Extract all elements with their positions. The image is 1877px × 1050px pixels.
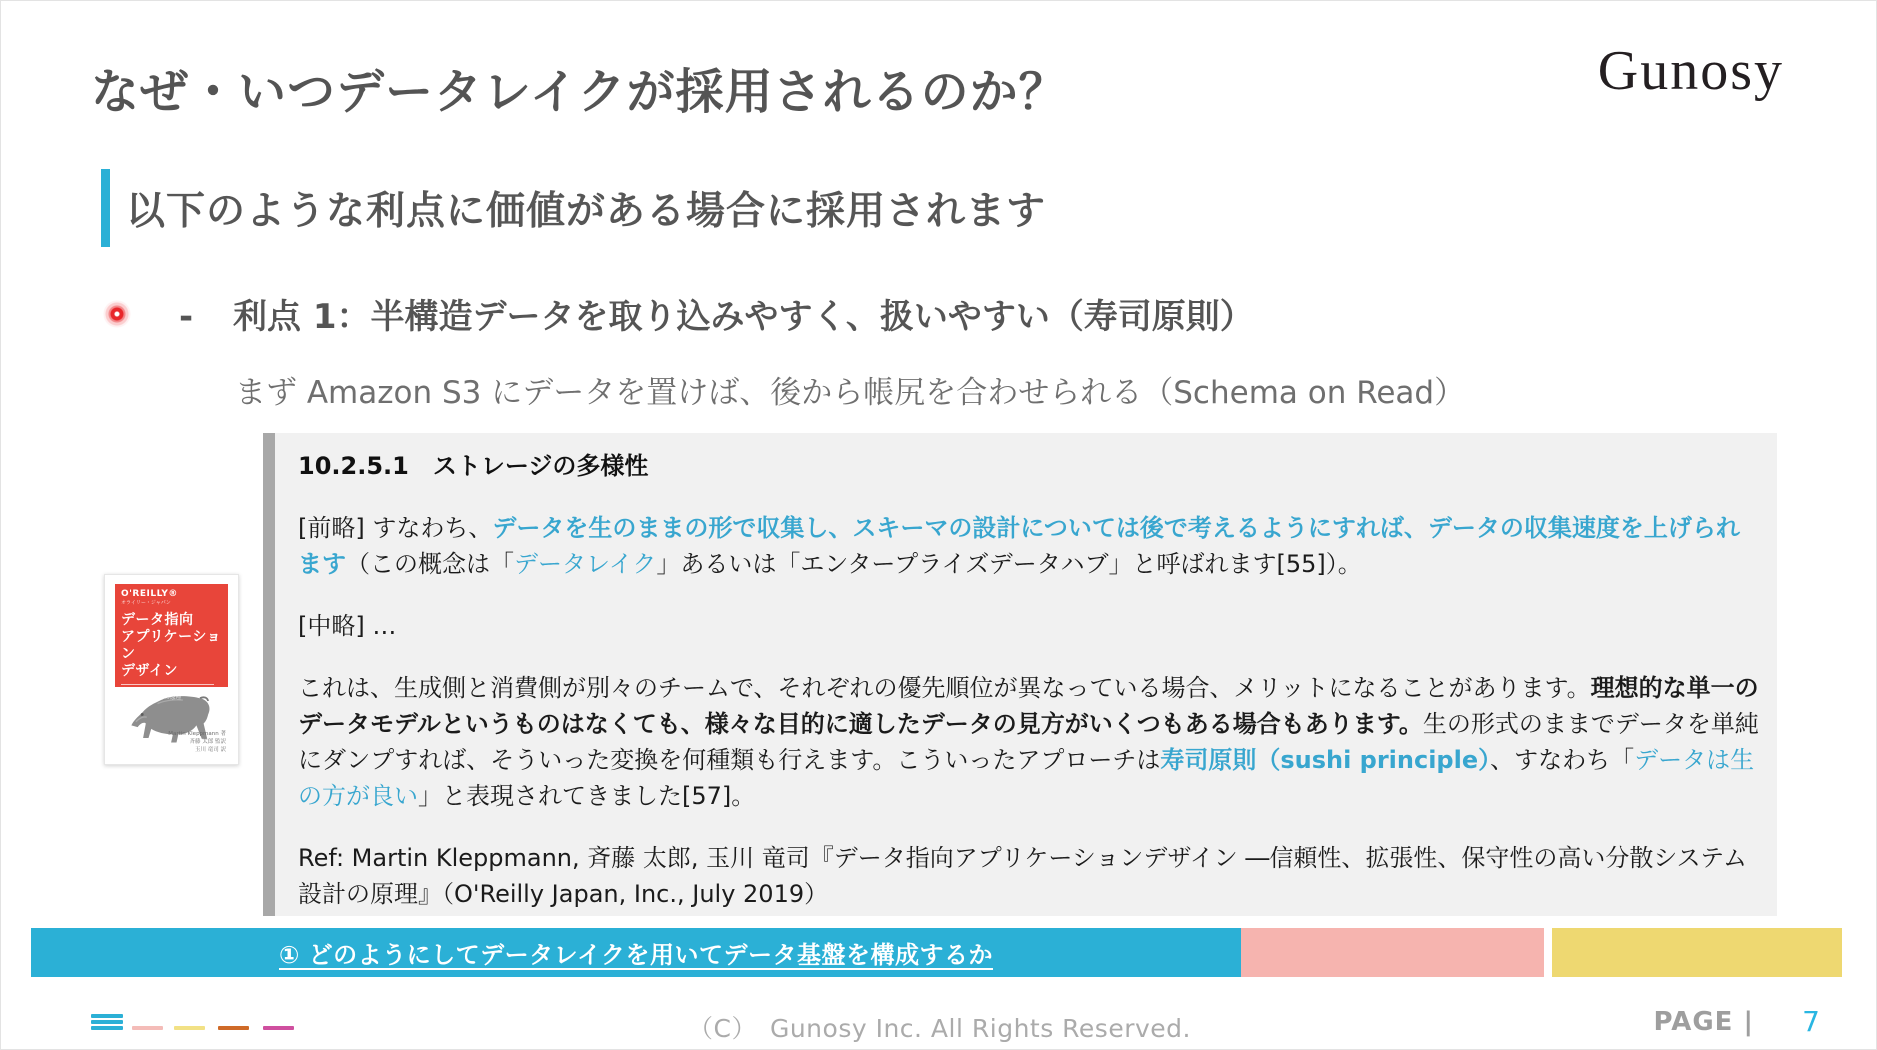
text-segment: （この概念は「	[346, 550, 514, 578]
book-title-line: データ指向	[121, 612, 194, 628]
book-credit-line: 玉川 竜司 訳	[195, 747, 226, 753]
bullet-item	[179, 289, 1254, 338]
text-segment: データレイク	[514, 550, 657, 578]
book-divider	[121, 684, 214, 685]
quote-paragraph-2	[298, 670, 1760, 814]
quote-reference: Ref: Martin Kleppmann, 斉藤 太郎, 玉川 竜司『データ指向アプリケーションデザイン ―信頼性、拡張性、保守性の高い分散システム設計の原理』（O'Reilly Japan, Inc., July 2019）	[298, 844, 1747, 908]
book-subtitle-line: 信頼性、拡張性、保守性の高い	[121, 688, 199, 694]
page-label: PAGE |	[1653, 1007, 1754, 1037]
text-segment: [前略] すなわち、	[298, 514, 493, 542]
book-title-line: デザイン	[121, 663, 179, 679]
book-cover-red-panel	[115, 584, 228, 701]
book-credits	[168, 730, 226, 754]
book-publisher-sub: オライリー・ジャパン	[121, 600, 171, 606]
book-subtitle-line: 分散システム設計の原理	[121, 695, 181, 701]
bottom-bar-cyan-segment	[31, 928, 1241, 977]
section-heading-text: 以下のような利点に価値がある場合に採用されます	[126, 189, 1047, 234]
text-segment: 」あるいは「エンタープライズデータハブ」と呼ばれます[55]）。	[656, 550, 1362, 578]
book-credit-line: 斉藤 太郎 監訳	[189, 739, 226, 745]
text-segment: データは生の方が良い	[298, 746, 1755, 810]
quote-paragraph-1	[298, 510, 1760, 582]
text-segment: データを生のままの形で収集し、スキーマの設計については後で考えるようにすれば、データの収集速度を上げられます	[298, 514, 1740, 578]
text-segment: 生の形式のままでデータを単純にダンプすれば、そういった変換を何種類も行えます。こういったアプローチは	[298, 710, 1759, 774]
quote-box	[263, 433, 1777, 916]
accent-bar	[101, 169, 110, 247]
text-segment: 」と表現されてきました[57]。	[418, 782, 756, 810]
laser-pointer-icon	[103, 300, 131, 328]
bottom-bar	[1, 928, 1877, 977]
text-segment: 理想的な単一のデータモデルというものはなくても、様々な目的に適したデータの見方がいくつもある場合もあります。	[298, 674, 1759, 738]
copyright-text: （C） Gunosy Inc. All Rights Reserved.	[688, 1014, 1191, 1043]
bullet-marker: -	[179, 297, 194, 337]
text-segment: 寿司原則（sushi principle）	[1160, 746, 1491, 774]
page-title: なぜ・いつデータレイクが採用されるのか？	[91, 64, 1068, 120]
chapter-link[interactable]: ① どのようにしてデータレイクを用いてデータ基盤を構成するか	[279, 941, 993, 969]
text-segment: 、すなわち「	[1490, 746, 1635, 774]
book-title-line: アプリケーション	[121, 629, 222, 662]
quote-heading: 10.2.5.1 ストレージの多様性	[298, 452, 649, 480]
section-heading	[101, 169, 1046, 247]
book-credit-line: Martin Kleppmann 著	[168, 731, 226, 737]
bottom-bar-yellow-segment	[1552, 928, 1842, 977]
quote-ellipsis: [中略] …	[298, 612, 397, 640]
gunosy-logo: Gunosy	[1597, 40, 1784, 102]
bullet-subtext: まず Amazon S3 にデータを置けば、後から帳尻を合わせられる（Schema on Read）	[235, 375, 1466, 411]
text-segment: これは、生成側と消費側が別々のチームで、それぞれの優先順位が異なっている場合、メリットになることがあります。	[298, 674, 1591, 702]
bullet-text: 利点 1：半構造データを取り込みやすく、扱いやすい（寿司原則）	[233, 297, 1254, 337]
page-number: 7	[1802, 1005, 1820, 1038]
book-cover	[104, 574, 239, 765]
book-publisher: O'REILLY®	[121, 589, 178, 599]
bottom-bar-pink-segment	[1241, 928, 1544, 977]
